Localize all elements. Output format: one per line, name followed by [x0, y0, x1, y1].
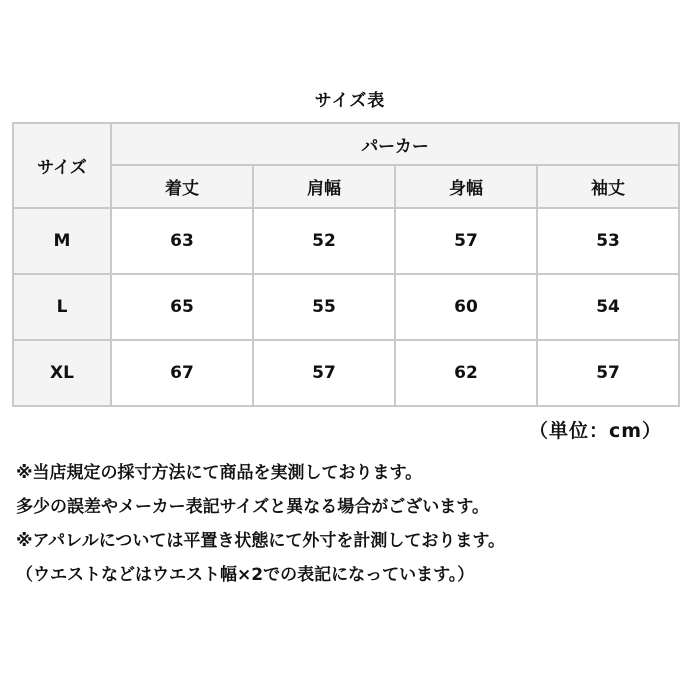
- table-cell: 67: [111, 340, 253, 406]
- table-cell: 53: [537, 208, 679, 274]
- measure-header-row: [13, 165, 679, 208]
- table-cell: 57: [253, 340, 395, 406]
- table-cell: 54: [537, 274, 679, 340]
- column-header: 着丈: [111, 165, 253, 208]
- table-title: サイズ表: [314, 91, 386, 111]
- table-cell: 63: [111, 208, 253, 274]
- column-header: 袖丈: [537, 165, 679, 208]
- column-header: 身幅: [395, 165, 537, 208]
- unit-label: （単位：cm）: [528, 420, 662, 442]
- table-cell: 57: [537, 340, 679, 406]
- table-cell: 57: [395, 208, 537, 274]
- table-cell: 55: [253, 274, 395, 340]
- note-line: ※当店規定の採寸方法にて商品を実測しております。: [16, 463, 423, 483]
- size-header-cell: サイズ: [13, 123, 111, 208]
- table-cell: 52: [253, 208, 395, 274]
- table-cell: 65: [111, 274, 253, 340]
- table-cell: 62: [395, 340, 537, 406]
- size-table: [12, 122, 680, 407]
- header-group-row: [13, 123, 679, 165]
- table-cell: 60: [395, 274, 537, 340]
- note-line: 多少の誤差やメーカー表記サイズと異なる場合がございます。: [16, 497, 489, 517]
- size-label-cell: XL: [13, 340, 111, 406]
- table-row: [13, 208, 679, 274]
- product-group-header: パーカー: [111, 123, 679, 165]
- size-label-cell: L: [13, 274, 111, 340]
- note-line: （ウエストなどはウエスト幅×2での表記になっています。）: [16, 565, 475, 585]
- column-header: 肩幅: [253, 165, 395, 208]
- notes: [16, 456, 696, 592]
- table-row: [13, 340, 679, 406]
- table-row: [13, 274, 679, 340]
- size-label-cell: M: [13, 208, 111, 274]
- note-line: ※アパレルについては平置き状態にて外寸を計測しております。: [16, 531, 506, 551]
